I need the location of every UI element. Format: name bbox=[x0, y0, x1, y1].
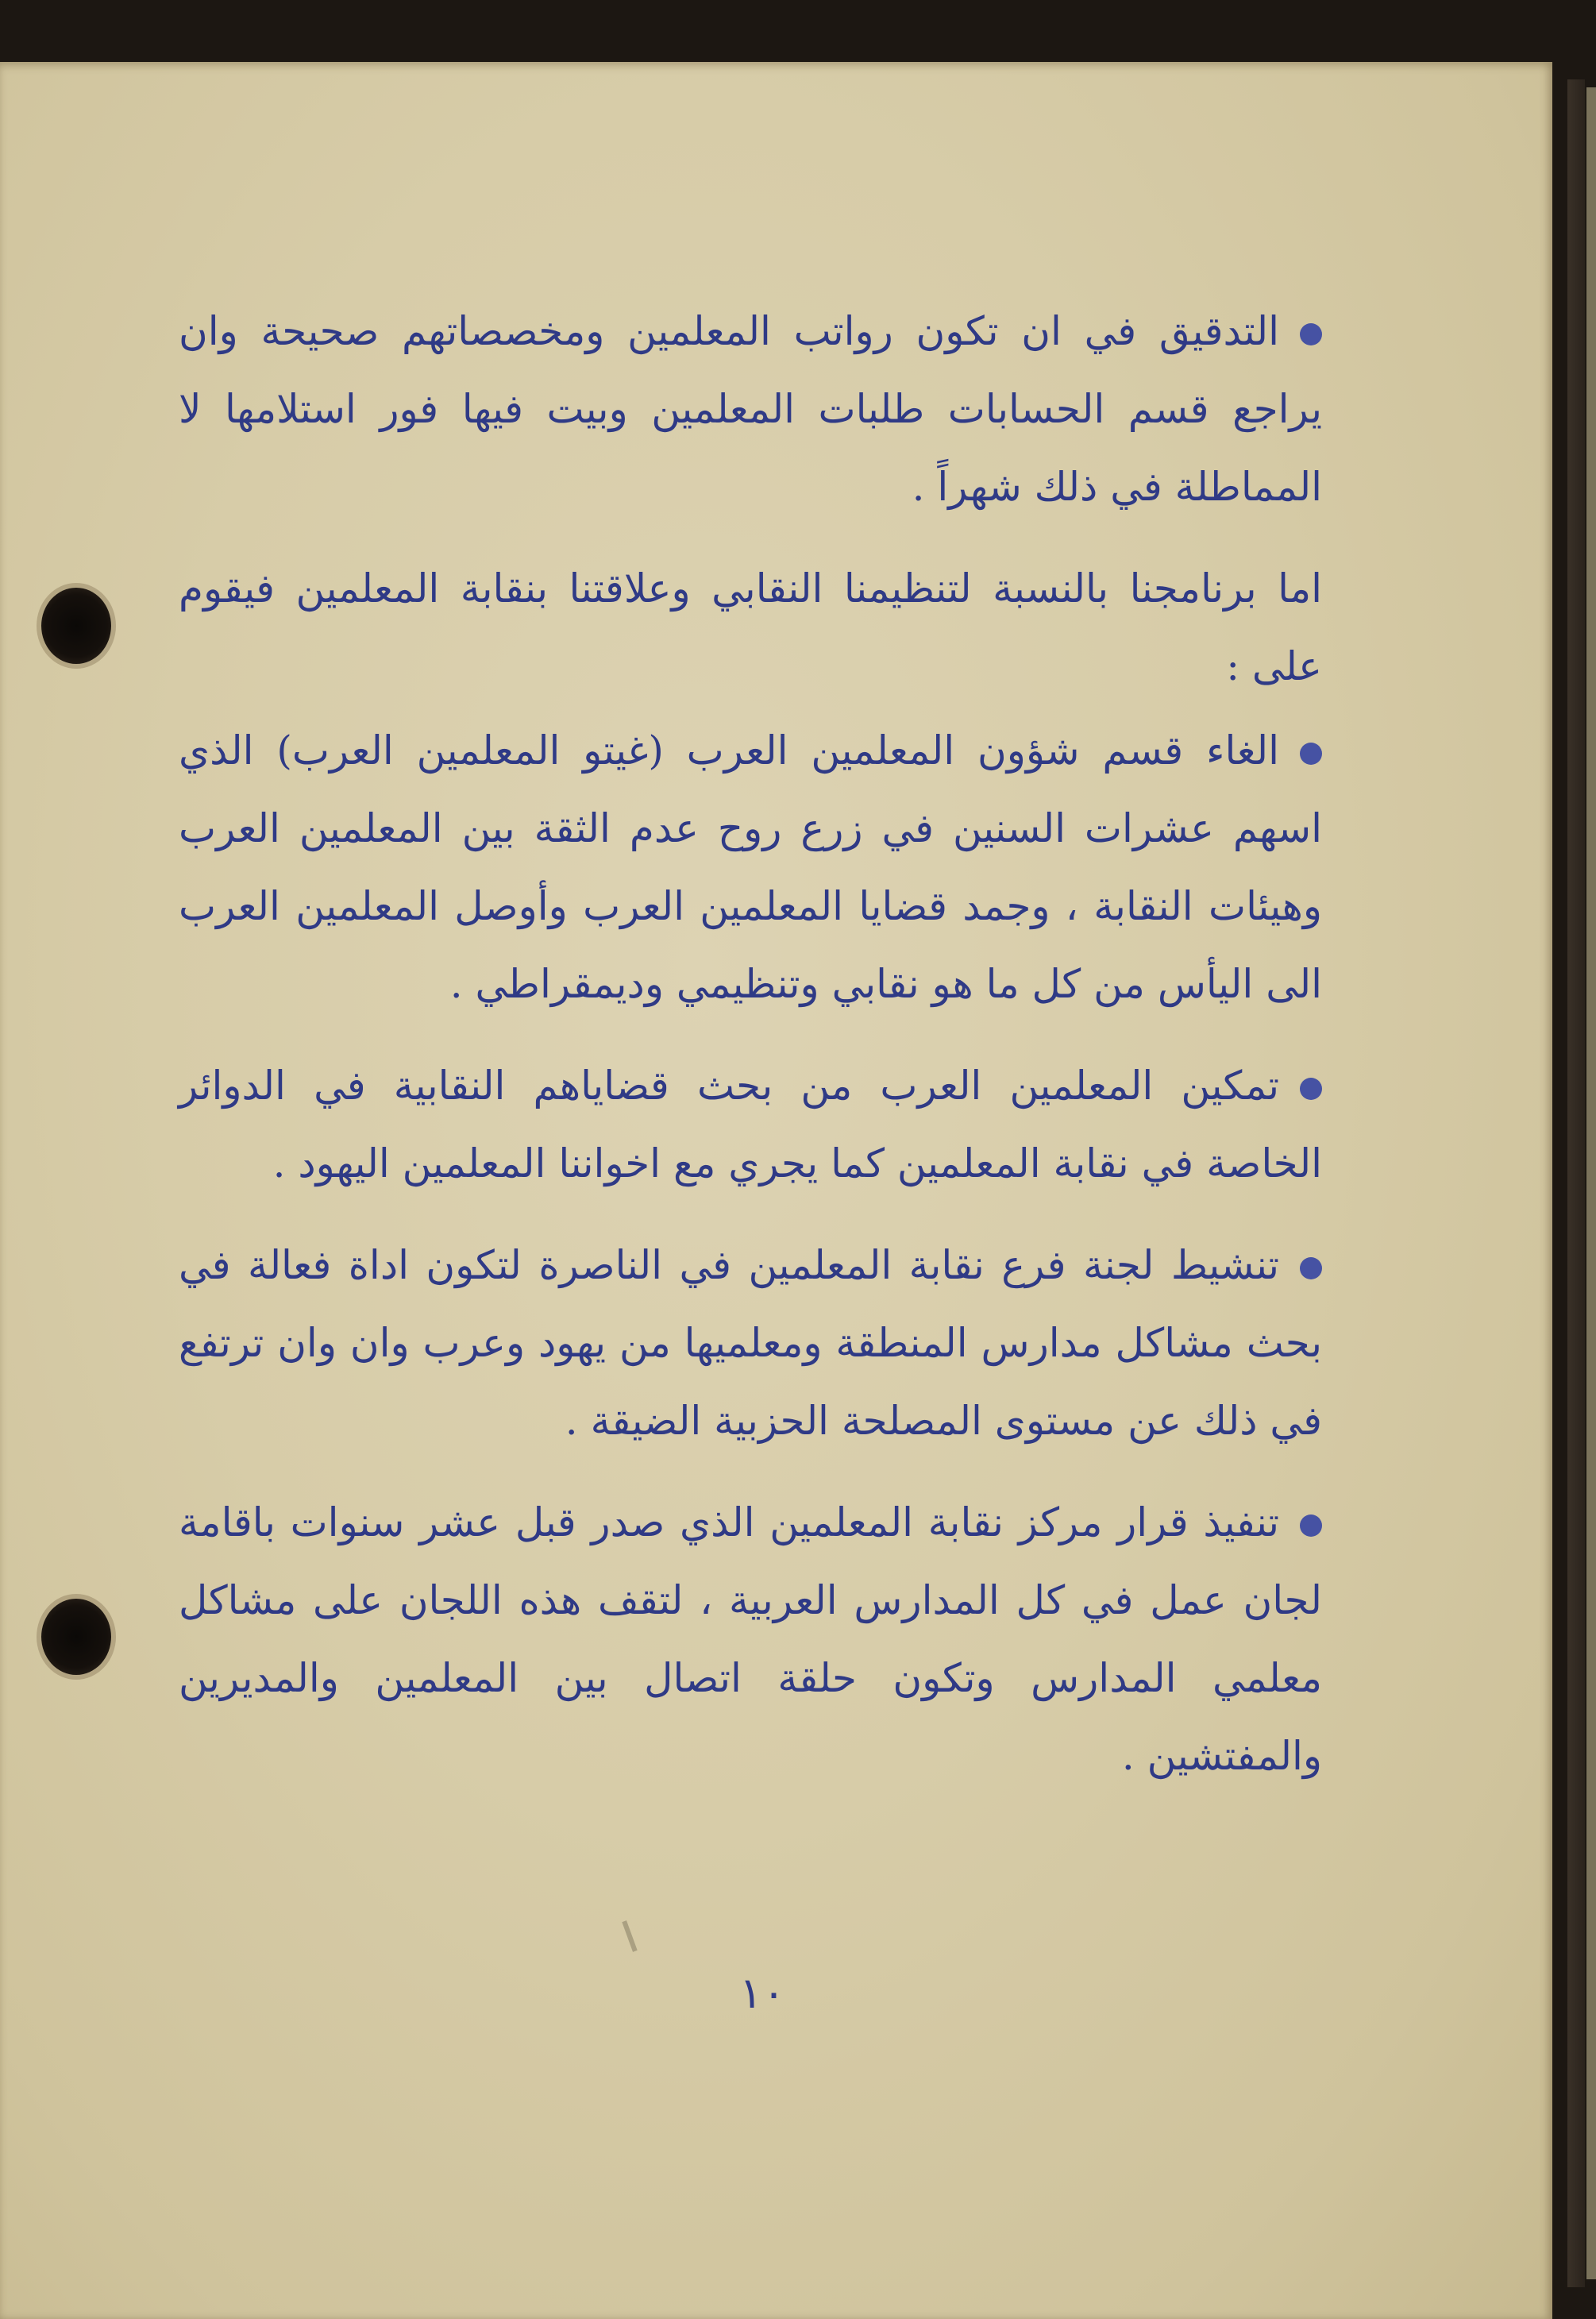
paragraph-1 bbox=[179, 292, 1322, 526]
page-edge-shadow bbox=[1567, 79, 1585, 2287]
paragraph-3 bbox=[179, 712, 1322, 1023]
bullet-icon bbox=[1300, 1078, 1322, 1100]
paragraph-text: تمكين المعلمين العرب من بحث قضاياهم النقابية في الدوائر الخاصة في نقابة المعلمين كما يجري مع اخواننا المعلمين اليهود . bbox=[179, 1063, 1322, 1187]
paragraph-text: الغاء قسم شؤون المعلمين العرب (غيتو المعلمين العرب) الذي اسهم عشرات السنين في زرع روح عدم الثقة بين المعلمين العرب وهيئات النقابة ، وجمد قضايا المعلمين العرب وأوصل المعلمين العرب الى اليأس من كل ما هو نقابي وتنظيمي وديمقراطي . bbox=[179, 727, 1322, 1007]
bullet-icon bbox=[1300, 1257, 1322, 1279]
underlying-page-edge bbox=[1586, 87, 1596, 2279]
paragraph-text: تنفيذ قرار مركز نقابة المعلمين الذي صدر قبل عشر سنوات باقامة لجان عمل في كل المدارس العربية ، لتقف هذه اللجان على مشاكل معلمي المدارس وتكون حلقة اتصال بين المعلمين والمديرين والمفتشين . bbox=[179, 1499, 1322, 1779]
punch-hole-top bbox=[41, 588, 111, 664]
paragraph-5 bbox=[179, 1226, 1322, 1460]
document-body bbox=[179, 292, 1322, 1819]
bullet-icon bbox=[1300, 743, 1322, 765]
paragraph-text: التدقيق في ان تكون رواتب المعلمين ومخصصاتهم صحيحة وان يراجع قسم الحسابات طلبات المعلمين وبيت فيها فور استلامها لا المماطلة في ذلك شهراً . bbox=[179, 308, 1322, 510]
bullet-icon bbox=[1300, 323, 1322, 345]
page-number: ١٠ bbox=[738, 1968, 785, 2018]
paragraph-2 bbox=[179, 550, 1322, 705]
paragraph-text: اما برنامجنا بالنسبة لتنظيمنا النقابي وعلاقتنا بنقابة المعلمين فيقوم على : bbox=[179, 565, 1322, 689]
bullet-icon bbox=[1300, 1514, 1322, 1537]
paragraph-text: تنشيط لجنة فرع نقابة المعلمين في الناصرة لتكون اداة فعالة في بحث مشاكل مدارس المنطقة ومعلميها من يهود وعرب وان وان ترتفع في ذلك عن مستوى المصلحة الحزبية الضيقة . bbox=[179, 1242, 1322, 1444]
paragraph-4 bbox=[179, 1047, 1322, 1202]
punch-hole-bottom bbox=[41, 1599, 111, 1675]
paragraph-6 bbox=[179, 1484, 1322, 1795]
